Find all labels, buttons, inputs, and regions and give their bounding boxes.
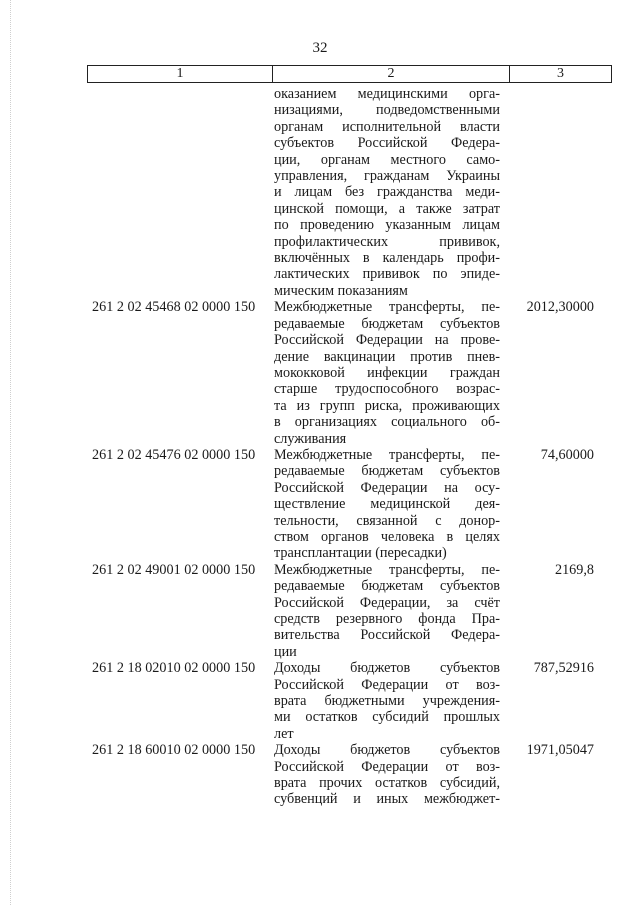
row-amount: 2169,8: [554, 561, 594, 578]
table-row: [87, 742, 612, 808]
row-amount: 1971,05047: [526, 742, 594, 759]
description-line: Межбюджетные трансферты, пе-: [274, 446, 500, 463]
description-line: лет: [274, 725, 294, 742]
description-line: средств резервного фонда Пра-: [274, 611, 500, 627]
description-line: ции: [274, 643, 297, 660]
description-line: вительства Российской Федера-: [274, 627, 500, 644]
row-code: 261 2 18 02010 02 0000 150: [92, 660, 256, 677]
header-col-2: 2: [273, 66, 510, 82]
description-line: включённых в календарь профи-: [274, 250, 500, 267]
description-line: врата бюджетными учреждения-: [274, 693, 500, 710]
description-line: и лицам без гражданства меди-: [274, 184, 500, 201]
description-line: низациями, подведомственными: [274, 102, 500, 119]
description-line: субъектов Российской Федера-: [274, 135, 500, 152]
description-line: старше трудоспособного возрас-: [274, 381, 500, 398]
row-description: [271, 562, 507, 660]
row-description: [271, 742, 507, 808]
description-line: ми остатков субсидий прошлых: [274, 709, 500, 726]
description-line: мическим показаниям: [274, 282, 408, 299]
table-row: [87, 660, 612, 742]
description-line: по проведению указанным лицам: [274, 217, 500, 234]
description-line: профилактических прививок,: [274, 233, 500, 250]
description-line: Российской Федерации на прове-: [274, 332, 500, 349]
description-line: цинской помощи, а также затрат: [274, 200, 500, 217]
description-line: Межбюджетные трансферты, пе-: [274, 561, 500, 578]
table-body: [87, 86, 612, 808]
row-description: [271, 447, 507, 562]
description-line: тельности, связанной с донор-: [274, 512, 500, 529]
description-line: Российской Федерации от воз-: [274, 758, 500, 775]
description-line: Российской Федерации от воз-: [274, 676, 500, 693]
row-code: 261 2 02 45476 02 0000 150: [92, 446, 256, 463]
table-header: [87, 65, 612, 83]
description-line: ции, органам местного само-: [274, 151, 500, 168]
description-line: ществление медицинской дея-: [274, 496, 500, 513]
row-code: 261 2 02 49001 02 0000 150: [92, 561, 256, 578]
description-line: служивания: [274, 430, 347, 447]
row-code: [87, 86, 271, 299]
description-line: Российской Федерации на осу-: [274, 479, 500, 496]
row-code: 261 2 18 60010 02 0000 150: [92, 742, 256, 759]
row-code: 261 2 02 45468 02 0000 150: [92, 299, 256, 316]
description-line: лактических прививок по эпиде-: [274, 266, 500, 283]
row-amount: [507, 86, 612, 299]
description-line: дение вакцинации против пнев-: [274, 348, 500, 365]
description-line: оказанием медицинскими орга-: [274, 86, 500, 102]
description-line: ством органов человека в целях: [274, 528, 500, 545]
page-number: 32: [312, 40, 328, 56]
table-row: [87, 86, 612, 299]
row-description: [271, 299, 507, 447]
description-line: Российской Федерации, за счёт: [274, 594, 500, 611]
description-line: та из групп риска, проживающих: [274, 397, 500, 414]
row-amount: 2012,30000: [526, 299, 594, 316]
description-line: Доходы бюджетов субъектов: [274, 742, 500, 759]
table-row: [87, 447, 612, 562]
description-line: субвенций и иных межбюджет-: [274, 791, 500, 808]
description-line: редаваемые бюджетам субъектов: [274, 315, 500, 332]
row-description: [271, 660, 507, 742]
table-row: [87, 299, 612, 447]
description-line: управления, гражданам Украины: [274, 168, 500, 185]
description-line: трансплантации (пересадки): [274, 545, 447, 562]
row-amount: 787,52916: [533, 660, 594, 677]
description-line: редаваемые бюджетам субъектов: [274, 463, 500, 480]
row-amount: 74,60000: [540, 446, 594, 463]
table-row: [87, 562, 612, 660]
description-line: редаваемые бюджетам субъектов: [274, 578, 500, 595]
description-line: Доходы бюджетов субъектов: [274, 660, 500, 677]
description-line: Межбюджетные трансферты, пе-: [274, 299, 500, 316]
description-line: врата прочих остатков субсидий,: [274, 775, 500, 792]
header-col-3: 3: [557, 66, 564, 81]
row-description: [271, 86, 507, 299]
scan-margin-line: [10, 0, 12, 905]
header-col-1: 1: [88, 66, 273, 82]
description-line: органам исполнительной власти: [274, 118, 500, 135]
description-line: в организациях социального об-: [274, 414, 500, 431]
description-line: мококковой инфекции граждан: [274, 364, 500, 381]
